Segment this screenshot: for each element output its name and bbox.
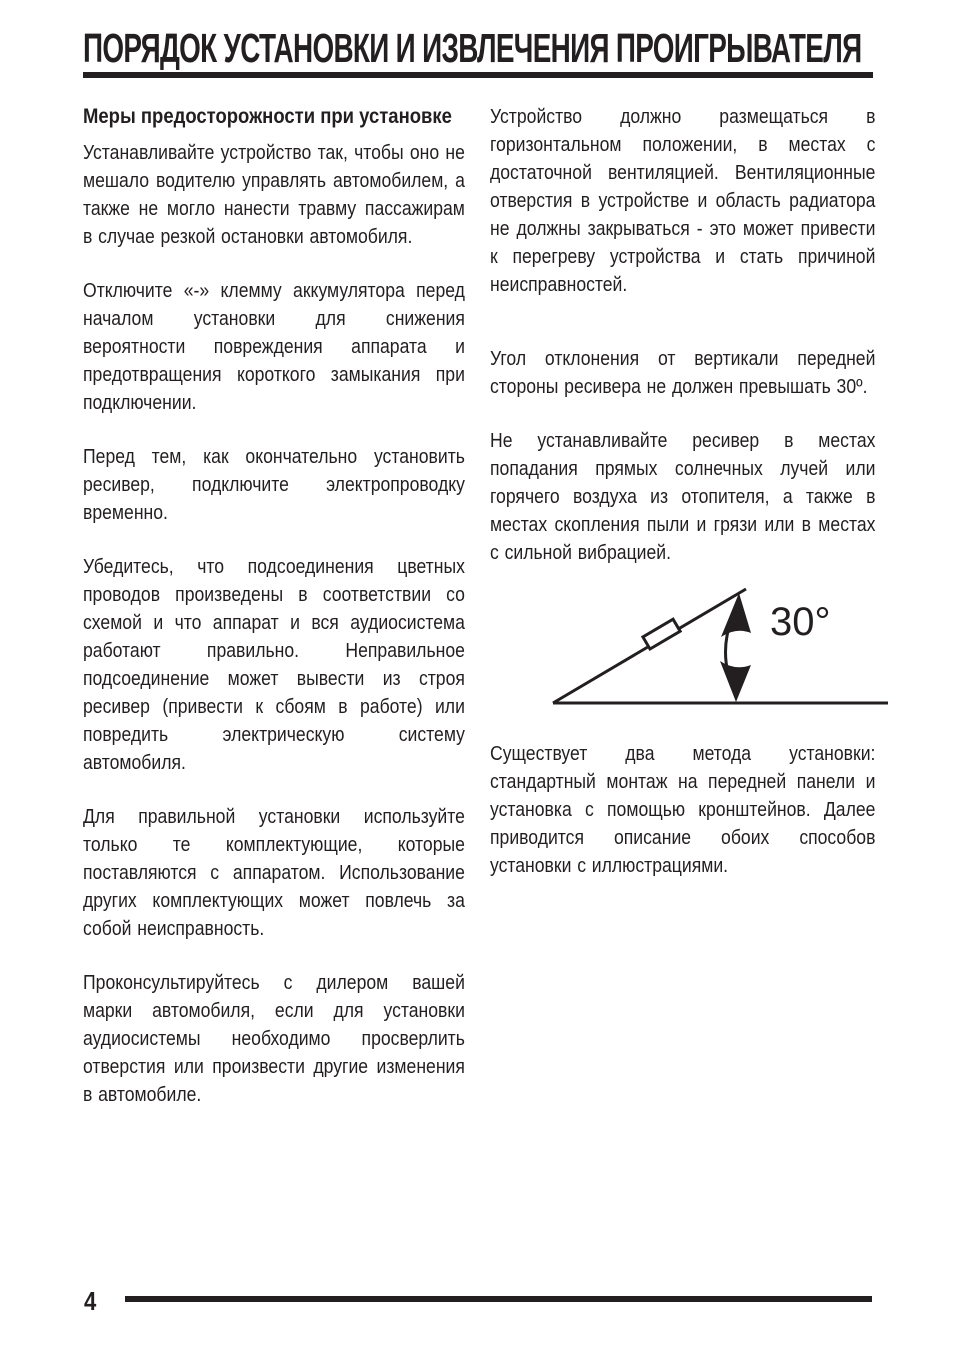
footer-page-number: 4 xyxy=(84,1286,97,1316)
page-footer xyxy=(0,1284,954,1324)
paragraph: Устройство должно размещаться в горизонтальном положении, в местах с достаточной вентиляцией. Вентиляционные отверстия в устройстве и область радиатора не должны закрываться - это может привести к перегреву устройства и стать причиной неисправностей. xyxy=(490,106,876,296)
paragraph: Существует два метода установки: стандартный монтаж на передней панели и установка с помощью кронштейнов. Далее приводится описание обоих способов установки с иллюстрациями. xyxy=(490,743,876,877)
paragraph: Отключите «-» клемму аккумулятора перед началом установки для снижения вероятности повреждения аппарата и предотвращения короткого замыкания при подключении. xyxy=(83,280,465,414)
paragraph: Устанавливайте устройство так, чтобы оно не мешало водителю управлять автомобилем, а также не могло нанести травму пассажирам в случае резкой остановки автомобиля. xyxy=(83,142,465,248)
paragraph: Проконсультируйтесь с дилером вашей марки автомобиля, если для установки аудиосистемы необходимо просверлить отверстия или произвести другие изменения в автомобиле. xyxy=(83,972,465,1106)
page-header xyxy=(83,26,875,70)
tilt-angle-diagram-svg xyxy=(490,577,890,717)
paragraph: Перед тем, как окончательно установить ресивер, подключите электропроводку временно. xyxy=(83,446,465,524)
page-title: ПОРЯДОК УСТАНОВКИ И ИЗВЛЕЧЕНИЯ ПРОИГРЫВАТЕЛЯ xyxy=(83,25,862,71)
paragraph: Угол отклонения от вертикали передней стороны ресивера не должен превышать 30º. xyxy=(490,348,876,398)
paragraph: Не устанавливайте ресивер в местах попадания прямых солнечных лучей или горячего воздуха из отопителя, а также в местах скопления пыли и грязи или в местах с сильной вибрацией. xyxy=(490,430,876,564)
left-column xyxy=(83,103,465,1109)
right-column xyxy=(490,103,890,880)
tilt-angle-diagram xyxy=(490,577,890,722)
footer-rule xyxy=(125,1296,872,1302)
title-underline xyxy=(83,72,873,78)
paragraph: Убедитесь, что подсоединения цветных проводов произведены в соответствии со схемой и что аппарат и вся аудиосистема работают правильно. Неправильное подсоединение может вывести из строя ресивер (привести к сбоям в работе) или повредить электрическую систему автомобиля. xyxy=(83,556,465,774)
section-heading: Меры предосторожности при установке xyxy=(83,105,452,128)
angle-label: 30° xyxy=(770,600,831,644)
paragraph: Для правильной установки используйте только те комплектующие, которые поставляются с аппаратом. Использование других комплектующих может повлечь за собой неисправность. xyxy=(83,806,465,940)
angle-arrowhead-bottom-icon xyxy=(720,661,751,702)
receiver-rect xyxy=(643,619,680,649)
